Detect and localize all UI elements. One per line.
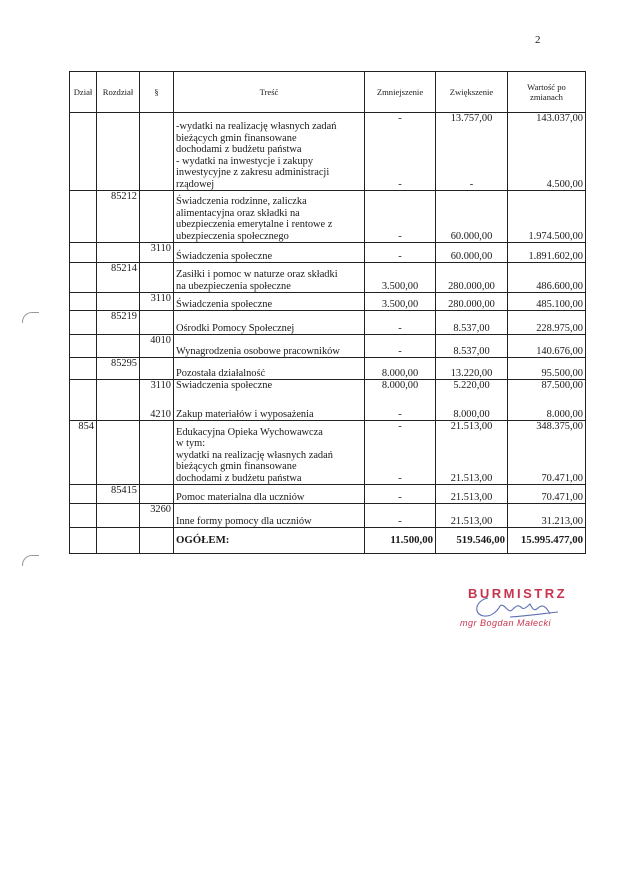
row-paragraf xyxy=(140,504,174,528)
row-zmniejszenie-text: - xyxy=(398,515,402,527)
row-paragraf xyxy=(140,335,174,358)
row-zmniejszenie xyxy=(365,113,436,191)
scan-artifact-mark xyxy=(22,555,39,566)
table-row xyxy=(70,293,586,311)
row-tresc-line: dochodami z budżetu państwa xyxy=(176,144,302,155)
total-dzial xyxy=(70,528,97,554)
row-zmniejszenie-text: - xyxy=(398,230,402,242)
row-zmniejszenie-text: - xyxy=(398,491,402,503)
row-tresc xyxy=(174,335,365,358)
row-dzial xyxy=(70,311,97,335)
row-tresc-line: bieżących gmin finansowane xyxy=(176,461,297,472)
row-wartosc xyxy=(508,504,586,528)
row-dzial xyxy=(70,293,97,311)
row-rozdzial-text: 85295 xyxy=(111,358,137,369)
signature-name: mgr Bogdan Małecki xyxy=(460,618,552,628)
row-rozdzial xyxy=(97,380,140,421)
row-zwiekszenie-text: 280.000,00 xyxy=(448,280,495,292)
row-tresc-line: Edukacyjna Opieka Wychowawcza xyxy=(176,426,323,438)
row-zwiekszenie xyxy=(436,380,508,421)
row-zmniejszenie xyxy=(365,504,436,528)
table-row xyxy=(70,380,586,421)
table-row xyxy=(70,263,586,293)
total-paragraf xyxy=(140,528,174,554)
row-zwiekszenie-text: 60.000,00 xyxy=(450,250,493,262)
row-dzial xyxy=(70,358,97,380)
row-tresc xyxy=(174,293,365,311)
row-paragraf xyxy=(140,421,174,485)
row-dzial xyxy=(70,421,97,485)
row-zwiekszenie-text: 8.537,00 xyxy=(453,322,490,334)
row-zmniejszenie xyxy=(365,485,436,504)
row-zmniejszenie xyxy=(365,335,436,358)
table-row xyxy=(70,504,586,528)
row-dzial xyxy=(70,243,97,263)
row-zmniejszenie-text: 3.500,00 xyxy=(381,298,419,310)
row-zwiekszenie xyxy=(436,191,508,243)
header-dzial: Dział xyxy=(70,72,97,113)
table-row xyxy=(70,191,586,243)
total-rozdzial xyxy=(97,528,140,554)
row-zmniejszenie-text: - xyxy=(398,322,402,334)
row-zwiekszenie-text: 8.537,00 xyxy=(453,345,490,357)
row-zmniejszenie-text: - xyxy=(398,472,402,484)
row-zmniejszenie xyxy=(365,191,436,243)
total-label: OGÓŁEM: xyxy=(174,528,365,554)
row-rozdzial xyxy=(97,191,140,243)
row-zwiekszenie xyxy=(436,113,508,191)
row-rozdzial xyxy=(97,311,140,335)
table-header-row xyxy=(70,72,586,113)
row-dzial xyxy=(70,113,97,191)
row-tresc-line: ubezpieczenia społecznego xyxy=(176,230,289,242)
row-zwiekszenie xyxy=(436,485,508,504)
budget-table xyxy=(69,71,586,554)
row-zwiekszenie xyxy=(436,263,508,293)
row-zmniejszenie xyxy=(365,311,436,335)
header-zmniejszenie: Zmniejszenie xyxy=(365,72,436,113)
row-zwiekszenie-text: 21.513,00 xyxy=(450,421,493,432)
row-tresc-text: Zakup materiałów i wyposażenia xyxy=(176,408,314,420)
total-zwiekszenie: 519.546,00 xyxy=(436,528,508,554)
total-wartosc: 15.995.477,00 xyxy=(508,528,586,554)
row-wartosc-text: 70.471,00 xyxy=(541,491,583,503)
row-paragraf-text: 4010 xyxy=(150,335,171,346)
row-zwiekszenie xyxy=(436,243,508,263)
row-rozdzial xyxy=(97,358,140,380)
row-wartosc xyxy=(508,358,586,380)
row-zmniejszenie-text: 8.000,00 xyxy=(381,380,419,391)
row-zmniejszenie xyxy=(365,293,436,311)
row-zwiekszenie-text: 13.757,00 xyxy=(450,113,493,124)
row-tresc xyxy=(174,243,365,263)
row-zmniejszenie-text: - xyxy=(398,421,402,432)
row-rozdzial-text: 85212 xyxy=(111,191,137,202)
row-zmniejszenie xyxy=(365,358,436,380)
row-zwiekszenie xyxy=(436,421,508,485)
row-tresc xyxy=(174,504,365,528)
row-paragraf xyxy=(140,243,174,263)
row-wartosc-text: 87.500,00 xyxy=(541,380,583,391)
row-tresc-line: Ośrodki Pomocy Społecznej xyxy=(176,322,295,334)
row-tresc-line: rządowej xyxy=(176,178,215,190)
row-tresc-line: inwestycyjne z zakresu administracji xyxy=(176,167,330,178)
row-dzial xyxy=(70,335,97,358)
row-zwiekszenie-text: 60.000,00 xyxy=(450,230,493,242)
row-paragraf-text: 3110 xyxy=(150,243,171,254)
row-wartosc-text: 4.500,00 xyxy=(546,178,583,190)
row-tresc xyxy=(174,380,365,421)
page-number: 2 xyxy=(535,34,541,46)
row-rozdzial xyxy=(97,485,140,504)
table-row xyxy=(70,113,586,191)
row-wartosc xyxy=(508,113,586,191)
row-wartosc-text: 140.676,00 xyxy=(536,345,583,357)
row-tresc xyxy=(174,485,365,504)
row-zmniejszenie-text: - xyxy=(398,408,402,420)
row-dzial-text: 854 xyxy=(78,421,94,432)
row-tresc-line: dochodami z budżetu państwa xyxy=(176,472,302,484)
row-wartosc xyxy=(508,335,586,358)
row-rozdzial xyxy=(97,335,140,358)
table-row xyxy=(70,485,586,504)
row-zmniejszenie xyxy=(365,380,436,421)
row-zwiekszenie xyxy=(436,504,508,528)
row-zmniejszenie-text: - xyxy=(398,345,402,357)
row-dzial xyxy=(70,263,97,293)
row-tresc-line: - wydatki na inwestycje i zakupy xyxy=(176,155,314,167)
row-tresc-line: Pomoc materialna dla uczniów xyxy=(176,491,305,503)
row-tresc-line: Zasiłki i pomoc w naturze oraz składki xyxy=(176,269,338,280)
row-wartosc xyxy=(508,243,586,263)
total-row xyxy=(70,528,586,554)
row-tresc-line: ubezpieczenia emerytalne i rentowe z xyxy=(176,219,333,230)
row-zmniejszenie-text: - xyxy=(398,250,402,262)
handwritten-signature xyxy=(470,592,565,620)
row-zmniejszenie xyxy=(365,421,436,485)
row-tresc xyxy=(174,113,365,191)
row-rozdzial xyxy=(97,263,140,293)
row-tresc-line: Pozostała działalność xyxy=(176,367,266,379)
row-wartosc-text: 348.375,00 xyxy=(536,421,583,432)
row-rozdzial xyxy=(97,293,140,311)
row-zwiekszenie xyxy=(436,311,508,335)
row-zwiekszenie-text: 8.000,00 xyxy=(453,408,490,420)
row-zwiekszenie-text: 21.513,00 xyxy=(450,491,493,503)
row-zwiekszenie xyxy=(436,335,508,358)
row-dzial xyxy=(70,485,97,504)
row-tresc xyxy=(174,311,365,335)
total-zmniejszenie: 11.500,00 xyxy=(365,528,436,554)
row-wartosc-text: 485.100,00 xyxy=(536,298,583,310)
row-zmniejszenie-text: 8.000,00 xyxy=(381,367,419,379)
row-rozdzial xyxy=(97,421,140,485)
row-tresc-line: wydatki na realizację własnych zadań xyxy=(176,449,333,461)
row-tresc-line: bieżących gmin finansowane xyxy=(176,132,297,144)
row-zmniejszenie xyxy=(365,243,436,263)
row-wartosc xyxy=(508,293,586,311)
row-paragraf-text: 3260 xyxy=(150,504,171,515)
row-tresc xyxy=(174,358,365,380)
row-zmniejszenie-text: 3.500,00 xyxy=(381,280,419,292)
row-dzial xyxy=(70,380,97,421)
row-tresc-line: Świadczenia społeczne xyxy=(176,298,273,310)
row-tresc-line: na ubezpieczenia społeczne xyxy=(176,280,291,292)
row-paragraf xyxy=(140,263,174,293)
header-rozdzial: Rozdział xyxy=(97,72,140,113)
row-paragraf xyxy=(140,113,174,191)
row-paragraf xyxy=(140,485,174,504)
row-wartosc xyxy=(508,421,586,485)
row-zwiekszenie-text: 5.220,00 xyxy=(453,380,490,391)
row-zwiekszenie-text: 280.000,00 xyxy=(448,298,495,310)
row-wartosc xyxy=(508,485,586,504)
row-zwiekszenie xyxy=(436,358,508,380)
header-zwiekszenie: Zwiększenie xyxy=(436,72,508,113)
row-tresc-line: Świadczenia społeczne xyxy=(176,250,273,262)
row-paragraf xyxy=(140,358,174,380)
signature-title: BURMISTRZ xyxy=(468,586,568,601)
row-wartosc-text: 143.037,00 xyxy=(536,113,583,124)
table-row xyxy=(70,311,586,335)
row-wartosc-text: 228.975,00 xyxy=(536,322,583,334)
row-rozdzial xyxy=(97,243,140,263)
table-body xyxy=(70,113,586,528)
row-wartosc-text: 486.600,00 xyxy=(536,280,583,292)
scan-artifact-mark xyxy=(22,312,39,323)
row-tresc xyxy=(174,263,365,293)
row-paragraf-text: 3110 xyxy=(150,293,171,304)
row-tresc-text: Świadczenia społeczne xyxy=(176,380,273,391)
row-dzial xyxy=(70,191,97,243)
row-zwiekszenie-text: 13.220,00 xyxy=(450,367,493,379)
row-paragraf xyxy=(140,311,174,335)
row-tresc-line: w tym: xyxy=(176,438,206,449)
row-zmniejszenie-text: - xyxy=(398,113,402,124)
row-dzial xyxy=(70,504,97,528)
row-rozdzial xyxy=(97,113,140,191)
table-row xyxy=(70,421,586,485)
row-zmniejszenie xyxy=(365,263,436,293)
row-zwiekszenie-text: 21.513,00 xyxy=(450,472,493,484)
row-wartosc-text: 70.471,00 xyxy=(541,472,583,484)
row-wartosc-text: 8.000,00 xyxy=(546,408,583,420)
row-paragraf xyxy=(140,293,174,311)
table-row xyxy=(70,335,586,358)
row-rozdzial xyxy=(97,504,140,528)
row-zwiekszenie xyxy=(436,293,508,311)
row-wartosc xyxy=(508,380,586,421)
row-wartosc xyxy=(508,263,586,293)
header-paragraf: § xyxy=(140,72,174,113)
row-paragraf-text: 4210 xyxy=(150,408,171,420)
row-zmniejszenie-text: - xyxy=(398,178,402,190)
row-wartosc xyxy=(508,191,586,243)
row-wartosc-text: 31.213,00 xyxy=(541,515,583,527)
row-zwiekszenie-text: - xyxy=(469,178,474,190)
header-wartosc: Wartość po zmianach xyxy=(508,72,586,113)
row-tresc-line: Inne formy pomocy dla uczniów xyxy=(176,515,312,527)
row-paragraf xyxy=(140,380,174,421)
row-rozdzial-text: 85415 xyxy=(111,485,137,496)
row-wartosc-text: 95.500,00 xyxy=(541,367,583,379)
row-paragraf xyxy=(140,191,174,243)
row-wartosc-text: 1.974.500,00 xyxy=(528,230,583,242)
row-paragraf-text: 3110 xyxy=(150,380,171,391)
row-wartosc-text: 1.891.602,00 xyxy=(528,250,583,262)
table-row xyxy=(70,243,586,263)
header-tresc: Treść xyxy=(174,72,365,113)
row-wartosc xyxy=(508,311,586,335)
row-tresc-line: alimentacyjna oraz składki na xyxy=(176,207,300,219)
table-row xyxy=(70,358,586,380)
row-tresc-line: Świadczenia rodzinne, zaliczka xyxy=(176,196,307,207)
row-tresc xyxy=(174,191,365,243)
row-zwiekszenie-text: 21.513,00 xyxy=(450,515,493,527)
row-rozdzial-text: 85219 xyxy=(111,311,137,322)
row-tresc-line: -wydatki na realizację własnych zadań xyxy=(176,121,337,132)
row-tresc xyxy=(174,421,365,485)
row-rozdzial-text: 85214 xyxy=(111,263,137,274)
row-tresc-line: Wynagrodzenia osobowe pracowników xyxy=(176,345,340,357)
